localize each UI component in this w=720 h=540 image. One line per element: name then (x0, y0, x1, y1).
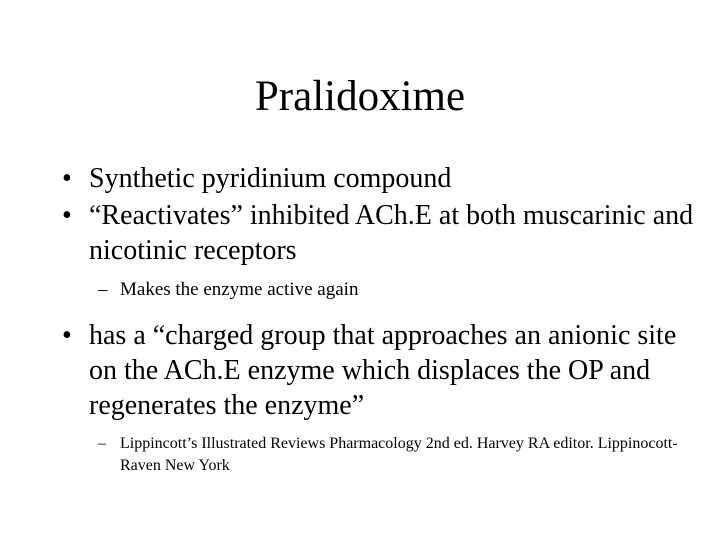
bullet-text: Synthetic pyridinium compound (89, 163, 452, 194)
sub-bullet-text: Makes the enzyme active again (120, 279, 359, 300)
bullet-list (62, 161, 702, 493)
bullet-marker: • (62, 200, 72, 231)
bullet-item (62, 198, 702, 268)
bullet-marker: • (62, 163, 72, 194)
bullet-marker: • (62, 320, 72, 351)
citation-text: Lippincott’s Illustrated Reviews Pharmacology 2nd ed. Harvey RA editor. Lippinocott-Raven New York (120, 435, 678, 474)
slide-title: Pralidoxime (254, 73, 466, 120)
bullet-item (62, 161, 702, 196)
citation-item (62, 433, 702, 477)
bullet-text: “Reactivates” inhibited ACh.E at both muscarinic and nicotinic receptors (89, 200, 694, 266)
sub-bullet-marker: – (98, 279, 108, 300)
sub-bullet-item (62, 278, 702, 302)
sub-bullet-marker: – (98, 435, 106, 452)
bullet-item (62, 318, 702, 423)
bullet-text: has a “charged group that approaches an anionic site on the ACh.E enzyme which displaces the OP and regenerates the enzyme” (89, 320, 677, 421)
